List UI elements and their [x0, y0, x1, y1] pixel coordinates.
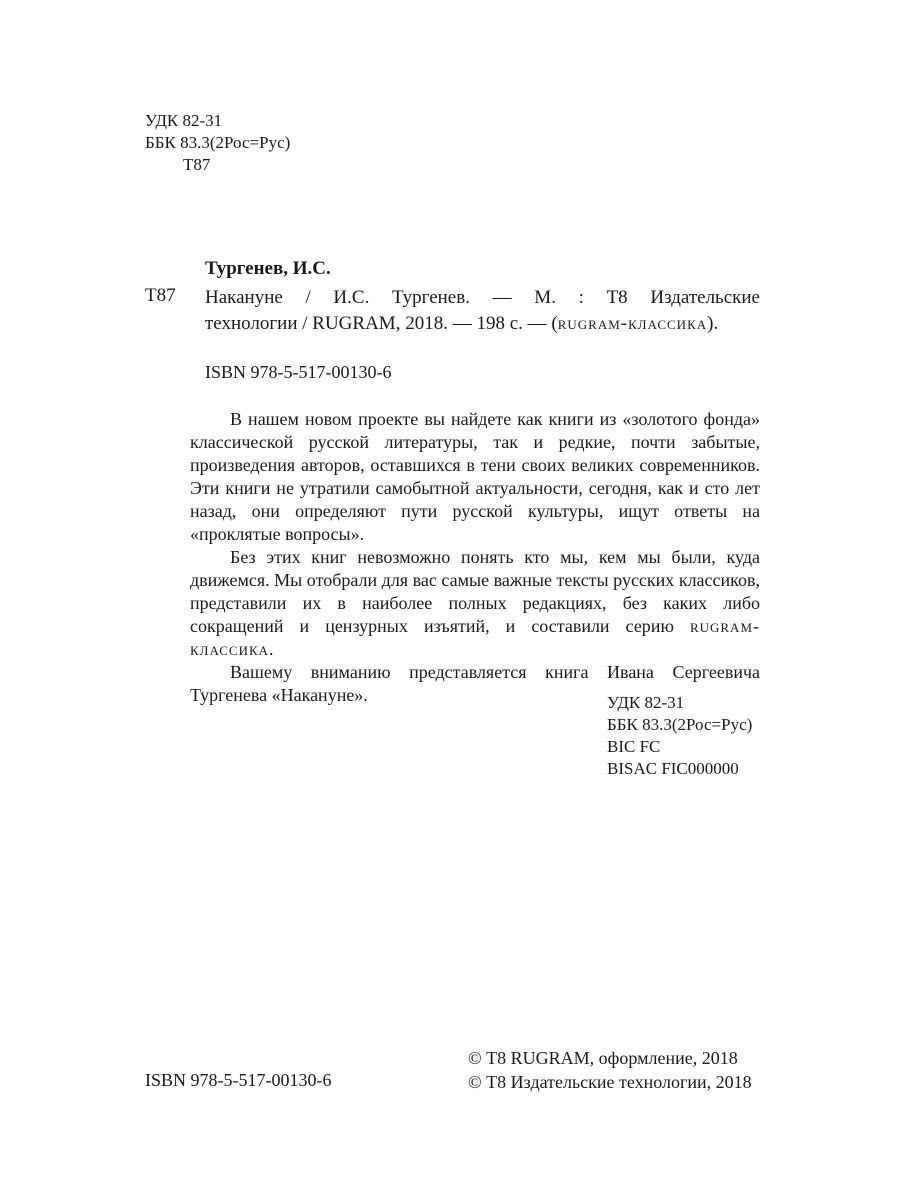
author-heading: Тургенев, И.С. — [205, 258, 331, 279]
isbn-record: ISBN 978-5-517-00130-6 — [205, 362, 392, 382]
bic-code: BIC FC — [607, 737, 661, 756]
annotation-paragraph-2 — [190, 546, 760, 661]
isbn-footer: ISBN 978-5-517-00130-6 — [145, 1070, 332, 1090]
annotation — [190, 408, 760, 707]
series-name-inline: rugram-классика — [190, 616, 760, 659]
copyright-block — [468, 1046, 752, 1094]
udk-code: УДК 82-31 — [145, 111, 223, 130]
copyright-rugram: © Т8 RUGRAM, оформление, 2018 — [468, 1048, 738, 1068]
copyright-t8: © Т8 Издательские технологии, 2018 — [468, 1072, 752, 1092]
author-cipher: Т87 — [183, 155, 211, 174]
udk-code-bottom: УДК 82-31 — [607, 693, 685, 712]
biblio-line-2-text: технологии / RUGRAM, 2018. — 198 с. — ( — [205, 313, 558, 334]
bbk-code-bottom: ББК 83.3(2Рос=Рус) — [607, 715, 753, 734]
biblio-line-2-end: ). — [707, 313, 719, 334]
annotation-paragraph-1: В нашем новом проекте вы найдете как книги из «золотого фонда» классической русской литературы, так и редкие, почти забытые, произведения авторов, оставшихся в тени своих великих современников. Эти книги не утратили самобытной актуальности, сегодня, как и сто лет назад, они определяют пути русской культуры, ищут ответы на «проклятые вопросы». — [190, 409, 760, 544]
record-cipher: Т87 — [145, 285, 176, 306]
annotation-paragraph-2-end: . — [269, 639, 274, 659]
annotation-paragraph-2-text: Без этих книг невозможно понять кто мы, кем мы были, куда движемся. Мы отобрали для вас самые важные тексты русских классиков, представили их в наиболее полных редакциях, без каких либо сокращений и цензурных изъятий, и составили серию — [190, 547, 760, 636]
bisac-code: BISAC FIC000000 — [607, 759, 739, 778]
annotation-paragraph-3: Вашему вниманию представляется книга Ивана Сергеевича Тургенева «Накануне». — [190, 662, 760, 705]
classification-block-top — [145, 110, 290, 176]
series-name: rugram-классика — [557, 313, 708, 334]
classification-block-bottom — [607, 692, 752, 780]
bbk-code: ББК 83.3(2Рос=Рус) — [145, 133, 291, 152]
biblio-line-2 — [205, 311, 760, 337]
biblio-line-1: Накануне / И.С. Тургенев. — М. : Т8 Издательские — [205, 287, 760, 308]
bibliographic-description — [205, 285, 760, 337]
